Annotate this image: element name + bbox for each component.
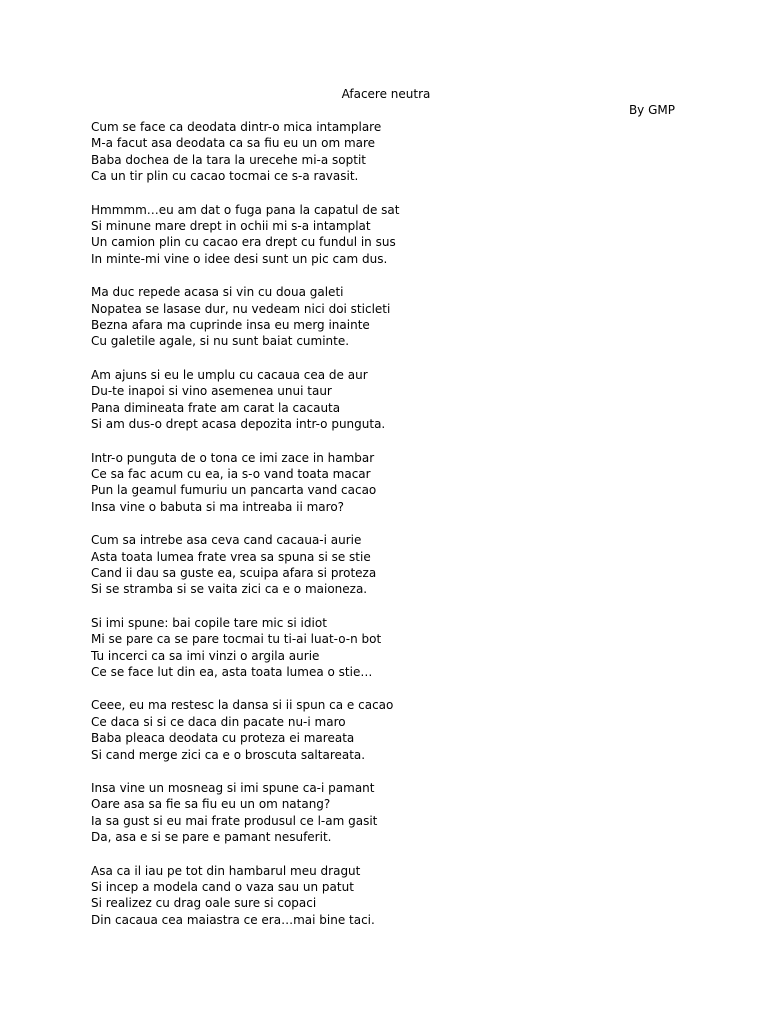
poem-line: Din cacaua cea maiastra ce era…mai bine taci. xyxy=(91,912,375,927)
poem-line: Intr-o punguta de o tona ce imi zace in hambar xyxy=(91,450,375,465)
poem-line: Oare asa sa fie sa fiu eu un om natang? xyxy=(91,797,331,812)
poem-line: Baba dochea de la tara la urecehe mi-a soptit xyxy=(91,152,366,167)
poem-line: Ceee, eu ma restesc la dansa si ii spun ca e cacao xyxy=(91,698,394,713)
stanza xyxy=(91,284,691,350)
poem-line: Ce sa fac acum cu ea, ia s-o vand toata macar xyxy=(91,466,371,481)
poem-line: Pun la geamul fumuriu un pancarta vand cacao xyxy=(91,483,377,498)
stanza xyxy=(91,202,691,268)
poem-line: Pana dimineata frate am carat la cacauta xyxy=(91,400,341,415)
poem-line: Cum sa intrebe asa ceva cand cacaua-i aurie xyxy=(91,533,362,548)
poem-title: Afacere neutra xyxy=(341,87,431,101)
poem-line: Du-te inapoi si vino asemenea unui taur xyxy=(91,384,332,399)
poem-line: Ca un tir plin cu cacao tocmai ce s-a ravasit. xyxy=(91,169,359,184)
poem-line: Cu galetile agale, si nu sunt baiat cuminte. xyxy=(91,334,350,349)
poem-line: Asa ca il iau pe tot din hambarul meu dragut xyxy=(91,863,361,878)
stanza xyxy=(91,780,691,846)
poem-line: Si am dus-o drept acasa depozita intr-o punguta. xyxy=(91,417,386,432)
poem-line: Un camion plin cu cacao era drept cu fundul in sus xyxy=(91,235,396,250)
poem-line: Insa vine o babuta si ma intreaba ii maro? xyxy=(91,499,345,514)
stanza xyxy=(91,532,691,598)
poem-line: Insa vine un mosneag si imi spune ca-i pamant xyxy=(91,781,375,795)
poem-line: Ia sa gust si eu mai frate produsul ce l-am gasit xyxy=(91,813,378,828)
stanza xyxy=(91,367,691,433)
poem-line: Da, asa e si se pare e pamant nesuferit. xyxy=(91,830,332,845)
poem-line: Si minune mare drept in ochii mi s-a intamplat xyxy=(91,219,371,234)
poem-line: Ce daca si si ce daca din pacate nu-i maro xyxy=(91,714,346,729)
poem-line: Baba pleaca deodata cu proteza ei mareata xyxy=(91,731,355,746)
stanza xyxy=(91,697,691,763)
poem-line: Nopatea se lasase dur, nu vedeam nici doi sticleti xyxy=(91,301,391,316)
stanza xyxy=(91,450,691,516)
poem-author: By GMP xyxy=(628,103,675,117)
poem-line: Si imi spune: bai copile tare mic si idiot xyxy=(91,615,327,630)
poem-line: Cand ii dau sa guste ea, scuipa afara si proteza xyxy=(91,565,377,580)
poem-line: Cum se face ca deodata dintr-o mica intamplare xyxy=(91,120,382,134)
poem-line: Tu incerci ca sa imi vinzi o argila aurie xyxy=(91,648,320,663)
poem-line: Si se stramba si se vaita zici ca e o maioneza. xyxy=(91,582,368,597)
poem-line: Hmmmm…eu am dat o fuga pana la capatul de sat xyxy=(91,202,400,217)
poem-line: Ma duc repede acasa si vin cu doua galeti xyxy=(91,285,344,300)
poem-line: Si realizez cu drag oale sure si copaci xyxy=(91,896,317,911)
poem-line: In minte-mi vine o idee desi sunt un pic cam dus. xyxy=(91,251,388,266)
stanza xyxy=(91,119,691,185)
poem-line: Am ajuns si eu le umplu cu cacaua cea de aur xyxy=(91,367,368,382)
poem-line: Ce se face lut din ea, asta toata lumea o stie… xyxy=(91,664,373,679)
poem-line: Mi se pare ca se pare tocmai tu ti-ai luat-o-n bot xyxy=(91,632,382,647)
stanza xyxy=(91,615,691,681)
poem-line: Bezna afara ma cuprinde insa eu merg inainte xyxy=(91,318,370,333)
poem-line: Si cand merge zici ca e o broscuta saltareata. xyxy=(91,747,366,762)
poem-line: Asta toata lumea frate vrea sa spuna si se stie xyxy=(91,549,371,564)
poem-body xyxy=(91,119,691,945)
stanza xyxy=(91,863,691,929)
poem-line: Si incep a modela cand o vaza sau un patut xyxy=(91,880,354,895)
poem-line: M-a facut asa deodata ca sa fiu eu un om mare xyxy=(91,136,376,151)
